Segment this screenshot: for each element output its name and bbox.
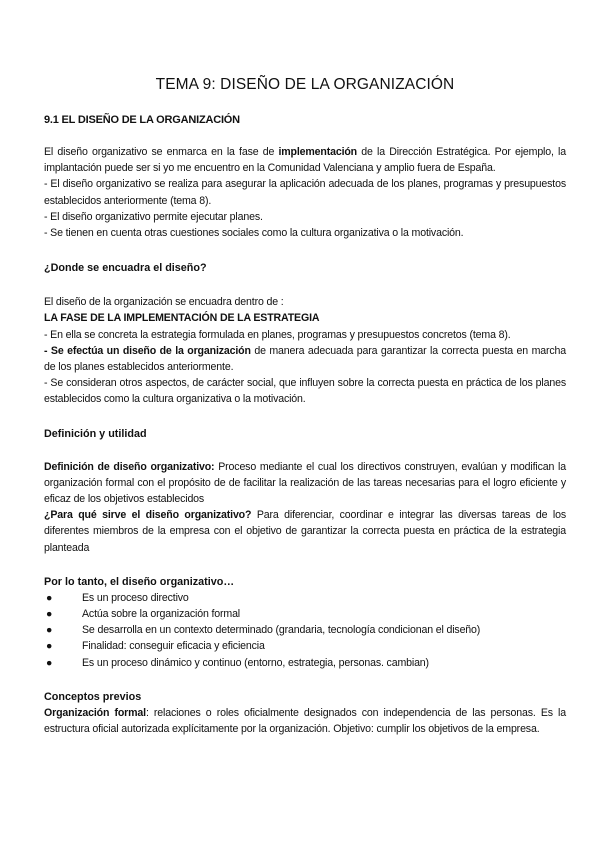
intro-paragraph-1: El diseño organizativo se enmarca en la fase de implementación de la Dirección Estratégica. Por ejemplo, la implantación puede ser si yo me encuentro en la Comunidad Valenciana y amplio fuera de España. [44,146,566,175]
conceptos-section [44,689,566,737]
bullet-icon: ● [46,640,53,653]
page-title: TEMA 9: DISEÑO DE LA ORGANIZACIÓN [155,76,455,93]
list-item: ● Se desarrolla en un contexto determinado (grandaria, tecnología condicionan el diseño) [44,622,566,638]
list-item: ● Es un proceso dinámico y continuo (entorno, estrategia, personas. cambian) [44,655,566,671]
donde-paragraph-1: El diseño de la organización se encuadra dentro de : [44,296,284,309]
definicion-heading: Definición y utilidad [44,427,147,440]
bullet-icon: ● [46,656,53,669]
list-item: ● Actúa sobre la organización formal [44,606,566,622]
definicion-paragraph: Definición de diseño organizativo: Proceso mediante el cual los directivos construyen, evalúan y modifican la organización formal con el propósito de de facilitar la realización de las tareas necesarias para el logro eficiente y eficaz de los objetivos establecidos [44,460,566,506]
donde-section [44,260,566,407]
conceptos-heading: Conceptos previos [44,690,142,703]
list-item: ● Finalidad: conseguir eficacia y eficiencia [44,638,566,654]
list-item: ● Es un proceso directivo [44,590,566,606]
donde-paragraph-3: - En ella se concreta la estrategia formulada en planes, programas y presupuestos concretos (tema 8). [44,328,511,341]
donde-phase-heading: LA FASE DE LA IMPLEMENTACIÓN DE LA ESTRATEGIA [44,312,320,325]
por-tanto-heading: Por lo tanto, el diseño organizativo… [44,575,235,588]
por-tanto-section [44,574,566,671]
donde-paragraph-5: - Se consideran otros aspectos, de carácter social, que influyen sobre la correcta puesta en práctica de los planes establecidos como la cultura organizativa o la motivación. [44,377,566,406]
bullet-icon: ● [46,591,53,604]
intro-paragraph-4: - Se tienen en cuenta otras cuestiones sociales como la cultura organizativa o la motivación. [44,227,464,240]
bullet-icon: ● [46,624,53,637]
donde-paragraph-4: - Se efectúa un diseño de la organización de manera adecuada para garantizar la correcta puesta en marcha de los planes establecidos anteriormente. [44,344,566,374]
intro-paragraph-2: - El diseño organizativo se realiza para asegurar la aplicación adecuada de los planes, programas y presupuestos establecidos anteriormente (tema 8). [44,178,566,207]
donde-heading: ¿Donde se encuadra el diseño? [44,262,207,275]
por-tanto-list [44,590,566,671]
section-title: 9.1 EL DISEÑO DE LA ORGANIZACIÓN [44,114,240,126]
intro-block [44,144,566,241]
bullet-icon: ● [46,608,53,621]
utilidad-paragraph: ¿Para qué sirve el diseño organizativo? Para diferenciar, coordinar e integrar las diversas tareas de los diferentes miembros de la empresa con el objetivo de garantizar la correcta puesta en práctica de la estrategia planteada [44,509,566,554]
definicion-section [44,426,566,556]
conceptos-paragraph: Organización formal: relaciones o roles oficialmente designados con independencia de las personas. Es la estructura oficial autorizada explícitamente por la organización. Objetivo: cumplir los objetivos de la empresa. [44,706,566,736]
intro-paragraph-3: - El diseño organizativo permite ejecutar planes. [44,210,263,223]
